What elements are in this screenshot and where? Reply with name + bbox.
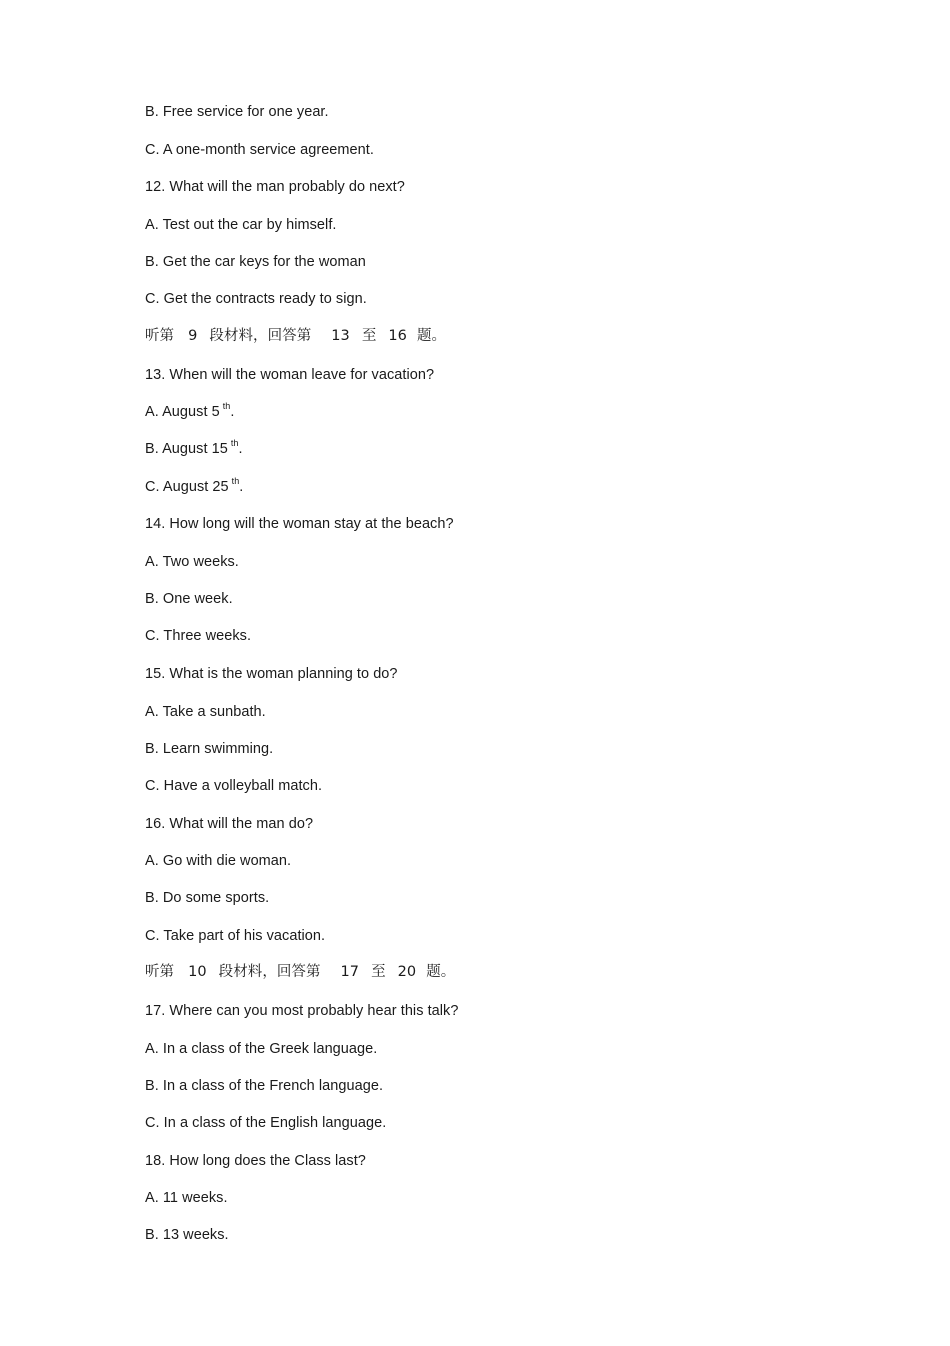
option-11-b: B. Free service for one year.: [145, 104, 329, 120]
option-12-a: A. Test out the car by himself.: [145, 217, 337, 233]
ordinal-superscript: th: [230, 438, 239, 448]
option-18-a: A. 11 weeks.: [145, 1190, 228, 1206]
option-13-c: [145, 478, 243, 497]
option-13-a: [145, 403, 234, 422]
option-tail: .: [238, 441, 243, 457]
option-11-c: C. A one-month service agreement.: [145, 142, 374, 158]
instruction-prefix: 听第: [145, 964, 175, 980]
question-to: 20: [397, 964, 417, 980]
option-17-a: A. In a class of the Greek language.: [145, 1041, 378, 1057]
option-15-c: C. Have a volleyball match.: [145, 778, 323, 794]
option-17-b: B. In a class of the French language.: [145, 1078, 384, 1094]
option-tail: .: [239, 479, 244, 495]
instruction-suffix: 题。: [416, 328, 447, 344]
option-12-c: C. Get the contracts ready to sign.: [145, 291, 367, 307]
option-text: A. August 5: [145, 404, 220, 420]
question-16: 16. What will the man do?: [145, 816, 314, 832]
option-12-b: B. Get the car keys for the woman: [145, 254, 366, 270]
option-16-a: A. Go with die woman.: [145, 853, 292, 869]
question-17: 17. Where can you most probably hear this talk?: [145, 1003, 459, 1019]
material-number: 9: [188, 328, 198, 344]
question-from: 13: [331, 328, 350, 344]
option-13-b: [145, 440, 243, 459]
question-13: 13. When will the woman leave for vacation?: [145, 367, 435, 383]
instruction-to-word: 至: [361, 328, 377, 344]
question-from: 17: [340, 964, 360, 980]
question-18: 18. How long does the Class last?: [145, 1153, 366, 1169]
question-to: 16: [388, 328, 407, 344]
instruction-prefix: 听第: [145, 328, 175, 344]
option-15-a: A. Take a sunbath.: [145, 704, 266, 720]
section-instruction-10: [145, 963, 455, 981]
option-14-b: B. One week.: [145, 591, 233, 607]
question-15: 15. What is the woman planning to do?: [145, 666, 398, 682]
option-text: C. August 25: [145, 479, 229, 495]
option-17-c: C. In a class of the English language.: [145, 1115, 387, 1131]
instruction-suffix: 题。: [426, 964, 456, 980]
instruction-to-word: 至: [371, 964, 386, 980]
option-14-a: A. Two weeks.: [145, 554, 239, 570]
ordinal-superscript: th: [222, 401, 231, 411]
question-12: 12. What will the man probably do next?: [145, 179, 405, 195]
option-14-c: C. Three weeks.: [145, 628, 252, 644]
section-instruction-9: [145, 327, 446, 345]
option-16-c: C. Take part of his vacation.: [145, 928, 326, 944]
option-text: B. August 15: [145, 441, 228, 457]
instruction-middle: 段材料，回答第: [218, 964, 321, 980]
instruction-middle: 段材料，回答第: [209, 328, 312, 344]
material-number: 10: [188, 964, 207, 980]
question-14: 14. How long will the woman stay at the beach?: [145, 516, 454, 532]
option-tail: .: [230, 404, 235, 420]
option-18-b: B. 13 weeks.: [145, 1227, 229, 1243]
ordinal-superscript: th: [231, 476, 240, 486]
option-16-b: B. Do some sports.: [145, 890, 270, 906]
option-15-b: B. Learn swimming.: [145, 741, 274, 757]
